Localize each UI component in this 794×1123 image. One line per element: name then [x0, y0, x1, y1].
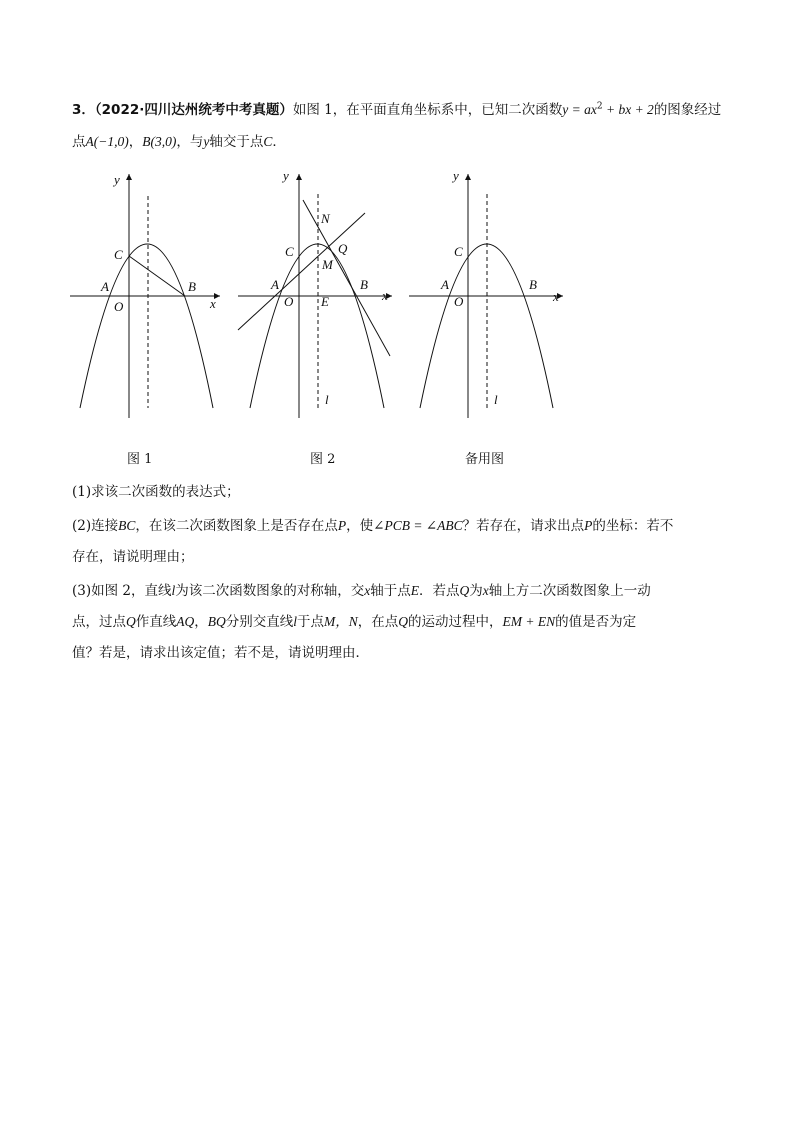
question-1-text: (1)求该二次函数的表达式；	[72, 484, 240, 500]
problem-source: （2022·四川达州统考中考真题）	[94, 102, 293, 118]
q3-line-aq: AQ	[176, 614, 195, 629]
fig3-label-x: x	[553, 289, 559, 304]
q3-text-b: 为该二次函数图象的对称轴，交	[175, 583, 365, 599]
q3-line-3-text: 值？若是，请求出该定值；若不是，请说明理由．	[72, 645, 369, 661]
fig2-label-n: N	[321, 211, 330, 226]
q2-angle-condition: ∠PCB = ∠ABC	[373, 518, 463, 533]
q3-point-e: E	[410, 583, 420, 598]
problem-line-2	[72, 132, 286, 152]
line2-end: ．	[272, 134, 286, 150]
point-a: A(−1,0)	[85, 134, 129, 149]
q3-text-d: ．若点	[419, 583, 460, 599]
q3-l2-text-d: 分别交直线	[225, 614, 294, 630]
fig3-label-l: l	[494, 392, 498, 407]
fig1-label-b: B	[188, 279, 196, 294]
fig1-label-x: x	[210, 296, 216, 311]
point-c: C	[263, 134, 273, 149]
fig2-label-o: O	[284, 294, 294, 309]
caption-figure-2: 图 2	[310, 452, 336, 467]
fig2-label-c: C	[285, 244, 294, 259]
problem-intro-b: 的图象经过	[653, 102, 722, 118]
line2-text-c: 轴交于点	[209, 134, 264, 150]
fig1-label-y: y	[114, 172, 120, 187]
q3-l2-text-g: 的运动过程中，	[408, 614, 503, 630]
line2-text-b: ，与	[176, 134, 204, 150]
problem-intro: 如图 1，在平面直角坐标系中，已知二次函数	[292, 102, 563, 118]
fig2-y-arrow	[296, 174, 302, 180]
fig2-parabola	[250, 244, 384, 408]
func-eq: = ax	[568, 102, 597, 117]
q2-text-e: 的坐标：若不	[592, 518, 674, 534]
line2-text-a: 点	[72, 134, 86, 150]
q3-text-e2: 为	[469, 583, 483, 599]
q2-segment-bc: BC	[118, 518, 136, 533]
caption-figure-1: 图 1	[127, 452, 153, 467]
fig1-label-c: C	[114, 247, 123, 262]
q2-point-p-2: P	[584, 518, 593, 533]
q2-text-b: ，在该二次函数图象上是否存在点	[135, 518, 338, 534]
fig2-label-x: x	[382, 288, 388, 303]
question-3-line-1	[72, 581, 651, 601]
fig2-label-m: M	[322, 257, 333, 272]
fig2-label-l: l	[325, 392, 329, 407]
fig3-label-a: A	[441, 277, 449, 292]
question-3-line-2	[72, 612, 636, 632]
q3-line-l-2: l	[293, 614, 298, 629]
fig2-label-b: B	[360, 277, 368, 292]
q3-sum-em-en: EM + EN	[502, 614, 556, 629]
q3-text-a: (3)如图 2，直线	[72, 583, 172, 599]
fig2-line-aq	[238, 213, 365, 330]
line2-sep: ，	[128, 134, 143, 150]
fig1-y-arrow	[126, 174, 132, 180]
fig1-label-o: O	[114, 299, 124, 314]
fig2-label-e: E	[321, 294, 329, 309]
question-2-line-1	[72, 516, 673, 536]
fig2-label-a: A	[271, 277, 279, 292]
problem-line-1	[72, 100, 721, 120]
q3-l2-text-h: 的值是否为定	[555, 614, 637, 630]
q3-l2-text-f: ，在点	[357, 614, 399, 630]
caption-backup-figure: 备用图	[465, 452, 505, 467]
figure-backup	[407, 160, 572, 430]
q3-x-axis: x	[364, 583, 371, 598]
fig1-label-a: A	[101, 279, 109, 294]
fig3-y-arrow	[465, 174, 471, 180]
q2-point-p: P	[337, 518, 347, 533]
figure-2	[236, 160, 401, 430]
q3-text-f: 轴上方二次函数图象上一动	[488, 583, 651, 599]
fig3-label-c: C	[454, 244, 463, 259]
q3-l2-text-b: 作直线	[135, 614, 177, 630]
fig2-label-q: Q	[338, 241, 348, 256]
q3-l2-text-e: 于点	[297, 614, 325, 630]
q3-point-q-2: Q	[126, 614, 136, 629]
problem-number: 3．	[72, 102, 95, 118]
q2-text-c: ，使	[346, 518, 374, 534]
question-1	[72, 482, 240, 502]
fig2-label-y: y	[283, 168, 289, 183]
q2-text-d: ？若存在，请求出点	[462, 518, 585, 534]
q2-line-2-text: 存在，请说明理由；	[72, 549, 194, 565]
q3-points-mn: M，N	[324, 614, 358, 629]
q3-line-l: l	[171, 583, 176, 598]
point-b: B(3,0)	[142, 134, 177, 149]
q3-line-bq: BQ	[207, 614, 226, 629]
figure-1	[68, 160, 228, 430]
q3-point-q: Q	[459, 583, 470, 598]
fig2-line-bq	[303, 200, 390, 356]
q3-x-axis-2: x	[482, 583, 489, 598]
q3-point-q-3: Q	[398, 614, 409, 629]
func-exponent: 2	[596, 101, 603, 112]
question-3-line-3	[72, 643, 369, 663]
q3-l2-text-c: ，	[194, 614, 208, 630]
fig3-label-o: O	[454, 294, 464, 309]
func-y: y	[562, 102, 569, 117]
y-axis-ref: y	[203, 134, 210, 149]
q3-l2-text-a: 点，过点	[72, 614, 126, 630]
func-rest: + bx + 2	[602, 102, 654, 117]
question-2-line-2	[72, 547, 194, 567]
fig3-label-b: B	[529, 277, 537, 292]
q2-text-a: (2)连接	[72, 518, 119, 534]
q3-text-c: 轴于点	[370, 583, 411, 599]
fig3-label-y: y	[453, 168, 459, 183]
